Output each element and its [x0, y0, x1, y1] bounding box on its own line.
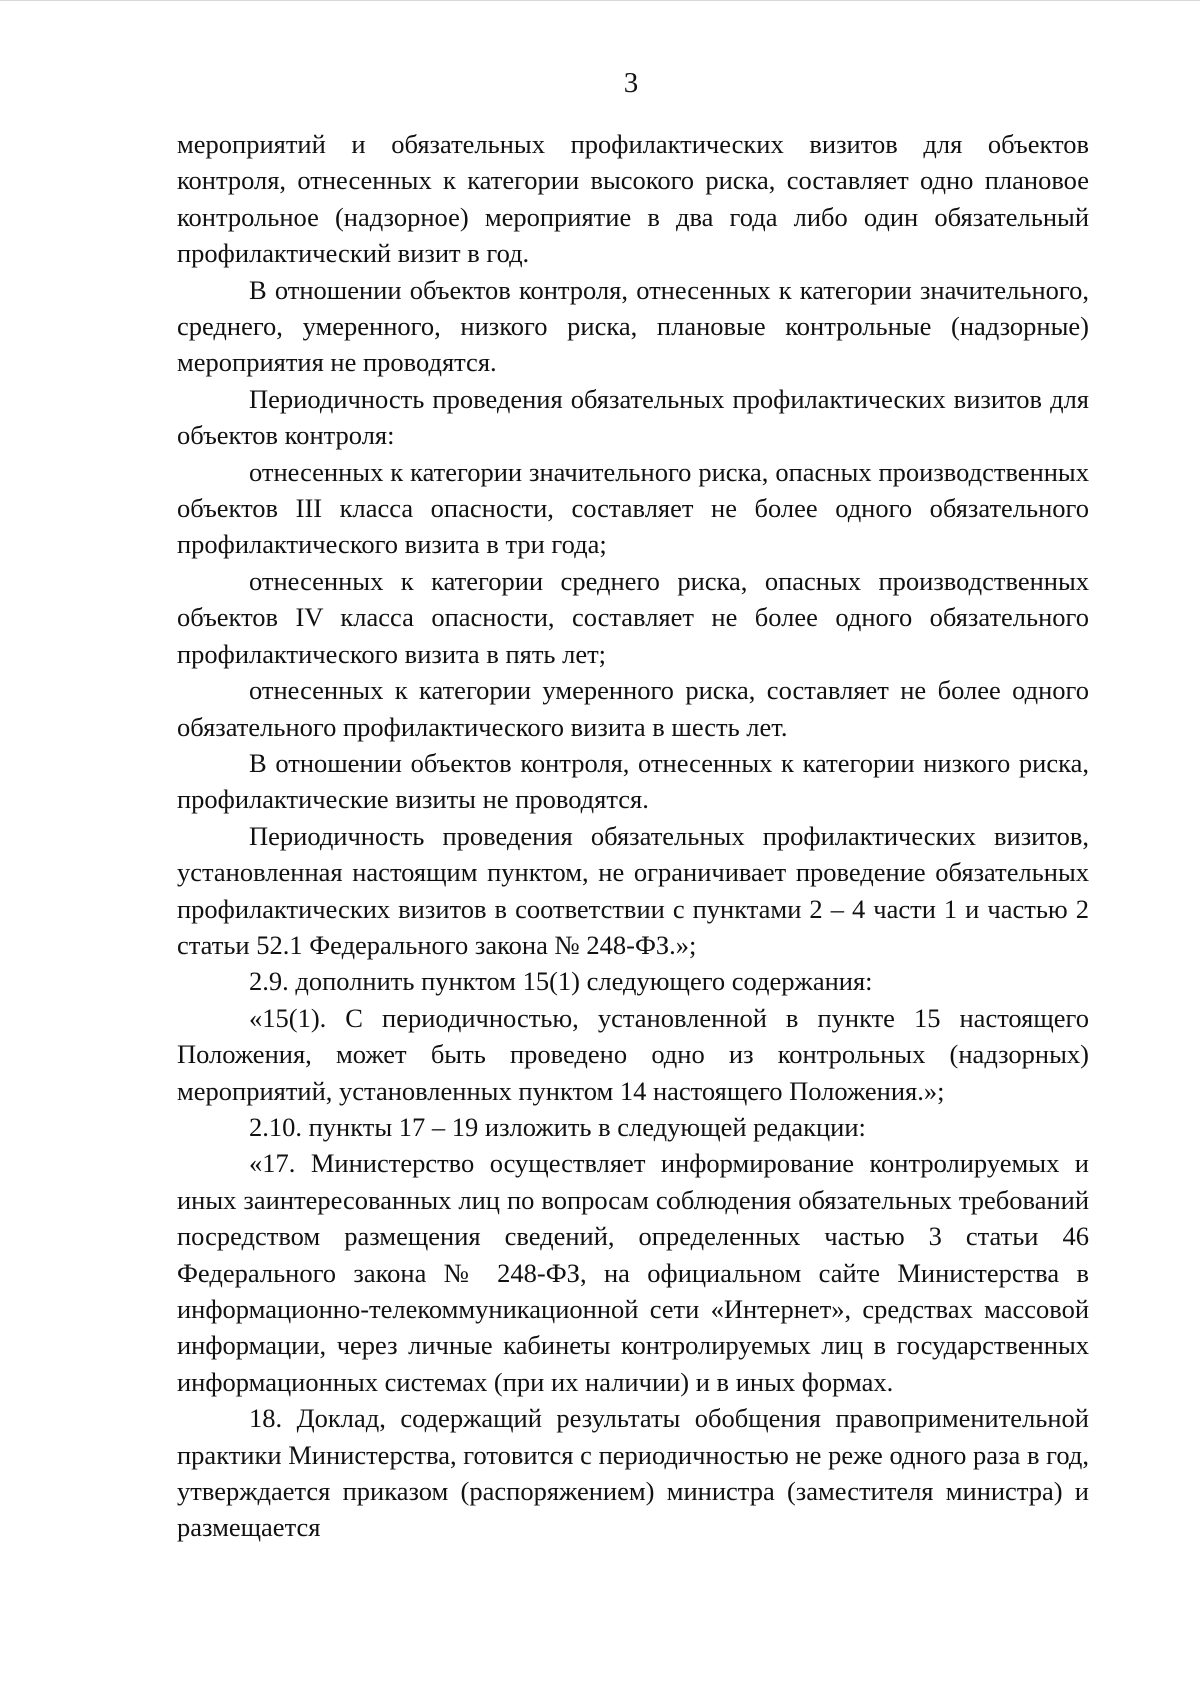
page-number: 3 [623, 67, 639, 99]
paragraph-periodicity-intro: Периодичность проведения обязательных профилактических визитов для объектов контроля: [177, 383, 1089, 451]
paragraph-moderate-risk: отнесенных к категории умеренного риска, составляет не более одного обязательного профилактического визита в шесть лет. [177, 675, 1089, 742]
paragraph-planned-events: В отношении объектов контроля, отнесенных к категории значительного, среднего, умеренного, низкого риска, плановые контрольные (надзорные) мероприятия не проводятся. [177, 274, 1089, 378]
paragraph-periodicity-note: Периодичность проведения обязательных профилактических визитов, установленная настоящим пунктом, не ограничивает проведение обязательных профилактических визитов в соответствии с пунктами 2 – 4 части 1 и частью 2 статьи 52.1 Федерального закона № 248-ФЗ.»; [177, 820, 1089, 960]
paragraph-significant-risk: отнесенных к категории значительного риска, опасных производственных объектов III класса опасности, составляет не более одного обязательного профилактического визита в три года; [177, 456, 1089, 560]
paragraph-item-18: 18. Доклад, содержащий результаты обобщения правоприменительной практики Министерства, готовится с периодичностью не реже одного раза в год, утверждается приказом (распоряжением) министра (заместителя министра) и размещается [177, 1403, 1089, 1543]
paragraph-medium-risk: отнесенных к категории среднего риска, опасных производственных объектов IV класса опасности, составляет не более одного обязательного профилактического визита в пять лет; [177, 565, 1089, 669]
paragraph-item-15-1: «15(1). С периодичностью, установленной в пункте 15 настоящего Положения, может быть проведено одно из контрольных (надзорных) мероприятий, установленных пунктом 14 настоящего Положения.»; [177, 1002, 1089, 1106]
paragraph-continuation: мероприятий и обязательных профилактических визитов для объектов контроля, отнесенных к категории высокого риска, составляет одно плановое контрольное (надзорное) мероприятие в два года либо один обязательный профилактический визит в год. [177, 129, 1089, 269]
paragraph-item-17: «17. Министерство осуществляет информирование контролируемых и иных заинтересованных лиц по вопросам соблюдения обязательных требований посредством размещения сведений, определенных частью 3 статьи 46 Федерального закона № 248-ФЗ, на официальном сайте Министерства в информационно-телекоммуникационной сети «Интернет», средствах массовой информации, через личные кабинеты контролируемых лиц в государственных информационных системах (при их наличии) и в иных формах. [177, 1148, 1089, 1397]
paragraph-low-risk: В отношении объектов контроля, отнесенных к категории низкого риска, профилактические визиты не проводятся. [177, 747, 1089, 815]
document-body [177, 126, 1089, 1546]
paragraph-item-2-10: 2.10. пункты 17 – 19 изложить в следующей редакции: [249, 1111, 866, 1142]
paragraph-item-2-9: 2.9. дополнить пунктом 15(1) следующего содержания: [249, 966, 873, 997]
